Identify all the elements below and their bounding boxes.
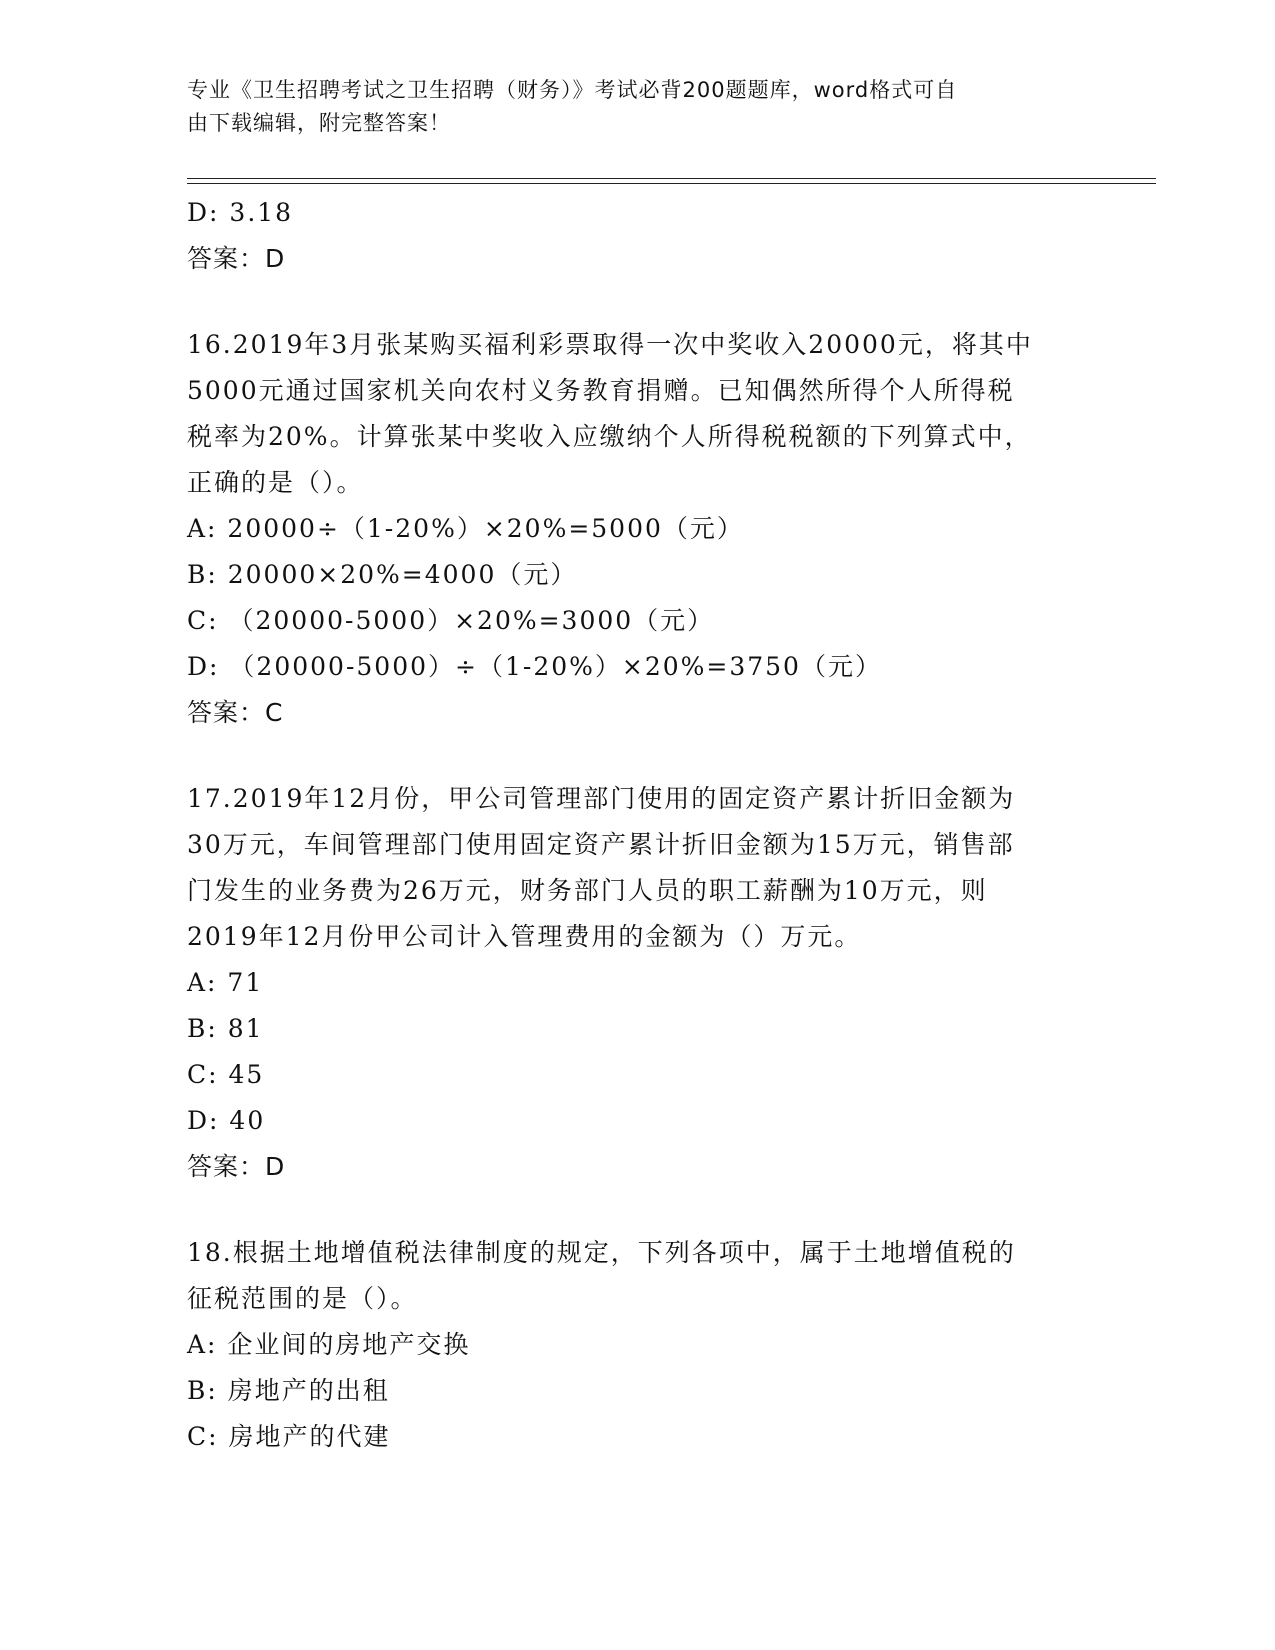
option-c: C: 45: [187, 1060, 265, 1089]
question-stem-line: 正确的是（）。: [187, 468, 364, 497]
header-line-1: 专业《卫生招聘考试之卫生招聘（财务）》考试必背200题题库，word格式可自: [187, 78, 958, 102]
document-header: [187, 74, 1087, 140]
answer: 答案：C: [187, 698, 284, 727]
question-stem-line: 2019年12月份甲公司计入管理费用的金额为（）万元。: [187, 922, 862, 951]
question-stem-line: 征税范围的是（）。: [187, 1284, 418, 1313]
question-stem-line: 30万元，车间管理部门使用固定资产累计折旧金额为15万元，销售部: [187, 830, 1015, 859]
prev-option-d: D: 3.18: [187, 198, 294, 227]
spacer: [187, 736, 1087, 776]
option-c: C: 房地产的代建: [187, 1422, 391, 1451]
option-c: C: （20000-5000）×20%=3000（元）: [187, 606, 715, 635]
answer: 答案：D: [187, 1152, 286, 1181]
spacer: [187, 1190, 1087, 1230]
option-b: B: 房地产的出租: [187, 1376, 390, 1405]
prev-answer: 答案：D: [187, 244, 286, 273]
question-18: [187, 1230, 1087, 1460]
option-a: A: 20000÷（1-20%）×20%=5000（元）: [187, 514, 744, 543]
question-16: [187, 322, 1087, 736]
option-d: D: （20000-5000）÷（1-20%）×20%=3750（元）: [187, 652, 882, 681]
option-b: B: 81: [187, 1014, 264, 1043]
question-stem-line: 18.根据土地增值税法律制度的规定，下列各项中，属于土地增值税的: [187, 1238, 1016, 1267]
document-body: [187, 190, 1087, 1460]
header-divider-top: [187, 178, 1156, 179]
header-line-2: 由下载编辑，附完整答案！: [187, 111, 451, 135]
header-divider-bottom: [187, 183, 1156, 184]
question-17: [187, 776, 1087, 1190]
option-d: D: 40: [187, 1106, 266, 1135]
option-b: B: 20000×20%=4000（元）: [187, 560, 578, 589]
question-stem-line: 5000元通过国家机关向农村义务教育捐赠。已知偶然所得个人所得税: [187, 376, 1015, 405]
question-stem-line: 门发生的业务费为26万元，财务部门人员的职工薪酬为10万元，则: [187, 876, 988, 905]
option-a: A: 企业间的房地产交换: [187, 1330, 471, 1359]
question-stem-line: 17.2019年12月份，甲公司管理部门使用的固定资产累计折旧金额为: [187, 784, 1016, 813]
question-stem-line: 税率为20%。计算张某中奖收入应缴纳个人所得税税额的下列算式中，: [187, 422, 1032, 451]
spacer: [187, 282, 1087, 322]
question-stem-line: 16.2019年3月张某购买福利彩票取得一次中奖收入20000元，将其中: [187, 330, 1033, 359]
option-a: A: 71: [187, 968, 264, 997]
